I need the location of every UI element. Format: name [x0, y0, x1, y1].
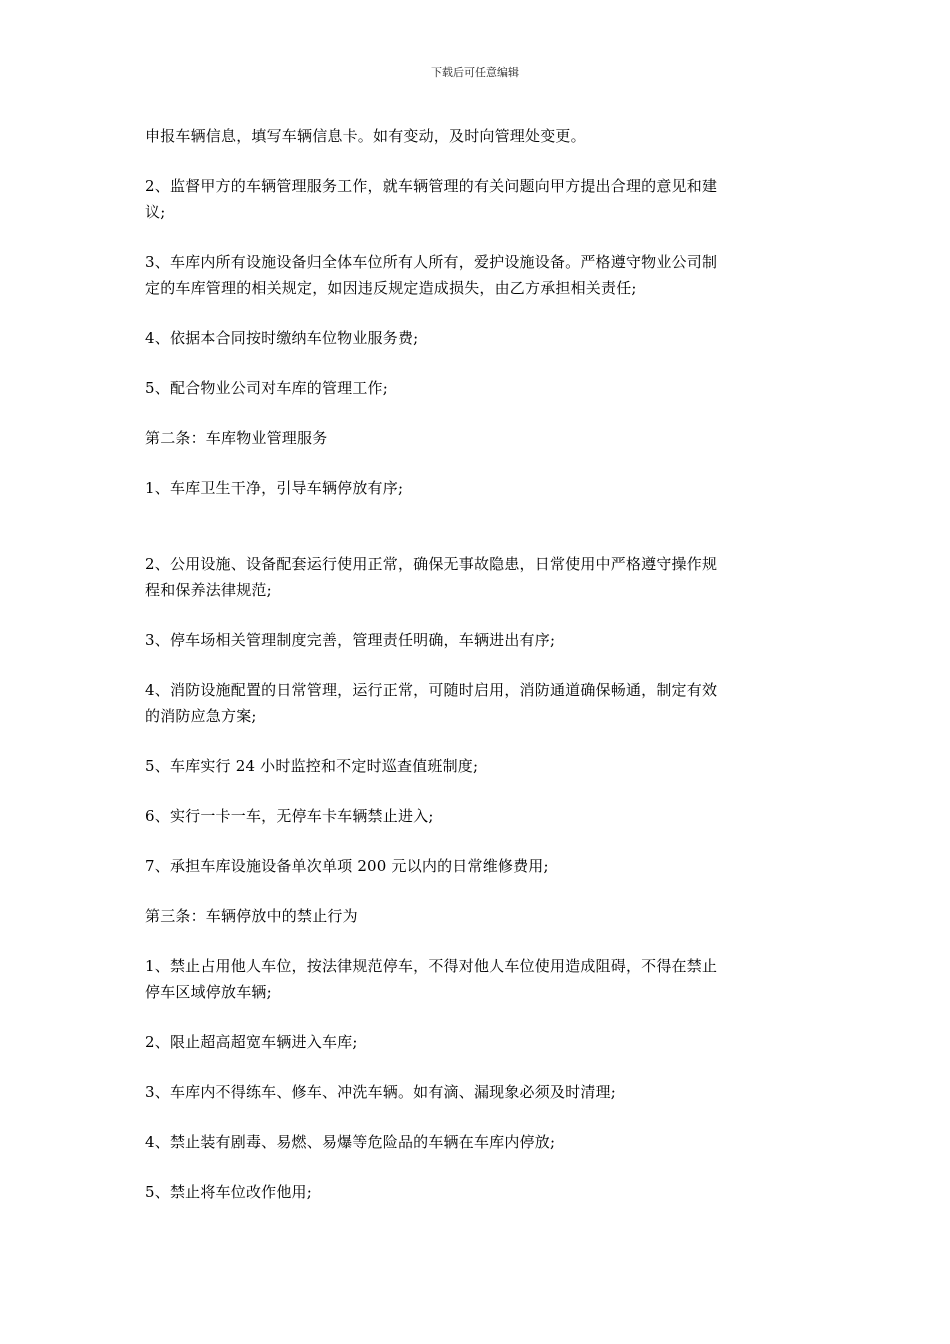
- paragraph-cooperate: [145, 375, 810, 401]
- paragraph-line: 议;: [145, 203, 166, 221]
- paragraph-line: 第三条：车辆停放中的禁止行为: [145, 907, 358, 925]
- paragraph-line: 1、车库卫生干净，引导车辆停放有序;: [145, 479, 404, 497]
- paragraph-one-card: [145, 803, 810, 829]
- paragraph-maintenance-cost: [145, 853, 810, 879]
- paragraph-management-system: [145, 627, 810, 653]
- paragraph-line: 申报车辆信息，填写车辆信息卡。如有变动，及时向管理处变更。: [145, 127, 586, 145]
- document-body: [145, 123, 810, 1205]
- paragraph-line: 程和保养法律规范;: [145, 581, 272, 599]
- paragraph-line: 6、实行一卡一车，无停车卡车辆禁止进入;: [145, 807, 434, 825]
- paragraph-monitoring: [145, 753, 810, 779]
- paragraph-line: 停车区域停放车辆;: [145, 983, 272, 1001]
- paragraph-line: 4、禁止装有剧毒、易燃、易爆等危险品的车辆在车库内停放;: [145, 1133, 556, 1151]
- paragraph-line: 4、消防设施配置的日常管理，运行正常，可随时启用，消防通道确保畅通，制定有效: [145, 681, 718, 699]
- paragraph-line: 2、限止超高超宽车辆进入车库;: [145, 1033, 358, 1051]
- paragraph-fire-safety: [145, 677, 810, 729]
- paragraph-cleanliness: [145, 475, 810, 501]
- paragraph-line: 的消防应急方案;: [145, 707, 257, 725]
- paragraph-line: 第二条：车库物业管理服务: [145, 429, 328, 447]
- paragraph-line: 2、公用设施、设备配套运行使用正常，确保无事故隐患，日常使用中严格遵守操作规: [145, 555, 718, 573]
- paragraph-line: 4、依据本合同按时缴纳车位物业服务费;: [145, 329, 419, 347]
- paragraph-line: 5、禁止将车位改作他用;: [145, 1183, 312, 1201]
- paragraph-public-facilities: [145, 551, 810, 603]
- paragraph-pay-fee: [145, 325, 810, 351]
- paragraph-line: 1、禁止占用他人车位，按法律规范停车，不得对他人车位使用造成阻碍，不得在禁止: [145, 957, 718, 975]
- paragraph-vehicle-info: [145, 123, 810, 149]
- section-heading-article-2: [145, 425, 810, 451]
- paragraph-line: 5、车库实行 24 小时监控和不定时巡查值班制度;: [145, 757, 479, 775]
- paragraph-line: 7、承担车库设施设备单次单项 200 元以内的日常维修费用;: [145, 857, 549, 875]
- paragraph-supervise-service: [145, 173, 810, 225]
- paragraph-no-repurpose: [145, 1179, 810, 1205]
- section-heading-article-3: [145, 903, 810, 929]
- paragraph-height-limit: [145, 1029, 810, 1055]
- paragraph-hazardous: [145, 1129, 810, 1155]
- page-header: 下载后可任意编辑: [431, 66, 519, 79]
- paragraph-no-occupying: [145, 953, 810, 1005]
- paragraph-facility-ownership: [145, 249, 810, 301]
- paragraph-no-repair: [145, 1079, 810, 1105]
- paragraph-line: 3、车库内所有设施设备归全体车位所有人所有，爱护设施设备。严格遵守物业公司制: [145, 253, 718, 271]
- paragraph-line: 3、车库内不得练车、修车、冲洗车辆。如有滴、漏现象必须及时清理;: [145, 1083, 617, 1101]
- paragraph-line: 5、配合物业公司对车库的管理工作;: [145, 379, 388, 397]
- paragraph-line: 2、监督甲方的车辆管理服务工作，就车辆管理的有关问题向甲方提出合理的意见和建: [145, 177, 718, 195]
- paragraph-line: 3、停车场相关管理制度完善，管理责任明确，车辆进出有序;: [145, 631, 556, 649]
- paragraph-line: 定的车库管理的相关规定，如因违反规定造成损失，由乙方承担相关责任;: [145, 279, 637, 297]
